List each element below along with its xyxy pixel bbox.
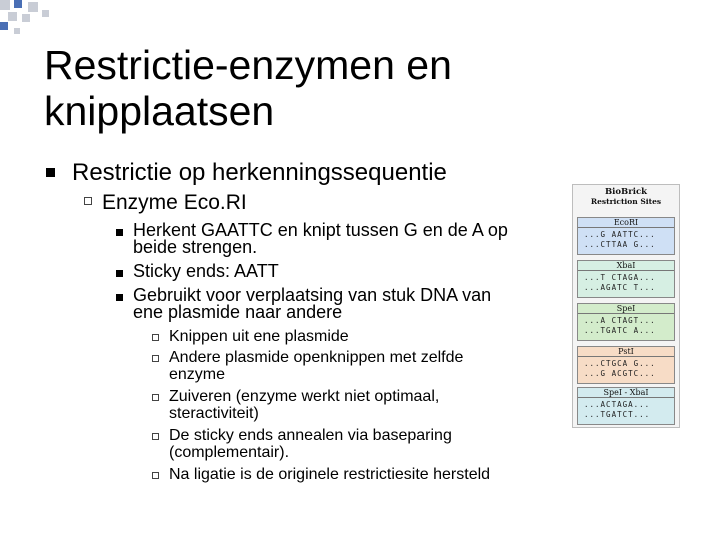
site-seq-top: ...CTGCA G... [584, 359, 656, 368]
site-seq-top: ...A CTAGT... [584, 316, 656, 325]
title-line-2: knipplaatsen [44, 88, 275, 134]
figure-title-line-2: Restriction Sites [590, 197, 662, 206]
site-spei [577, 303, 675, 341]
site-seq-bottom: ...G ACGTC... [584, 369, 656, 378]
level4-item-4-line2: (complementair). [169, 444, 290, 461]
corner-decoration [0, 0, 60, 40]
restriction-sites-figure [572, 184, 680, 428]
bullet-square-small-icon [116, 294, 123, 301]
site-psti [577, 346, 675, 384]
site-seq-bottom: ...CTTAA G... [584, 240, 656, 249]
level4-item-3-line2: steractiviteit) [169, 405, 259, 422]
bullet-square-small-icon [116, 229, 123, 236]
level4-item-1: Knippen uit ene plasmide [169, 328, 349, 345]
level4-item-3-line1: Zuiveren (enzyme werkt niet optimaal, [169, 388, 440, 405]
bullet-hollow-icon [152, 394, 159, 401]
site-name: PstI [578, 347, 674, 357]
level3-item-1-line2: beide strengen. [133, 237, 258, 257]
site-name: EcoRI [578, 218, 674, 228]
site-seq-top: ...T CTAGA... [584, 273, 656, 282]
site-ecori [577, 217, 675, 255]
bullet-hollow-icon [152, 355, 159, 362]
site-seq-top: ...ACTAGA... [584, 400, 651, 409]
site-seq-top: ...G AATTC... [584, 230, 656, 239]
level3-item-2: Sticky ends: AATT [133, 261, 279, 281]
level3-item-1-line1: Herkent GAATTC en knipt tussen G en de A op [133, 220, 508, 240]
site-spei-xbai [577, 387, 675, 425]
figure-title-line-1: BioBrick [604, 187, 648, 197]
level4-item-2-line2: enzyme [169, 366, 226, 383]
site-seq-bottom: ...TGATC A... [584, 326, 656, 335]
level3-item-3-line1: Gebruikt voor verplaatsing van stuk DNA van [133, 285, 492, 305]
bullet-hollow-icon [84, 197, 92, 205]
level3-item-3-line2: ene plasmide naar andere [133, 302, 343, 322]
bullet-hollow-icon [152, 433, 159, 440]
level4-item-5: Na ligatie is de originele restrictiesite hersteld [169, 466, 491, 483]
level1-text: Restrictie op herkenningssequentie [72, 159, 447, 186]
bullet-hollow-icon [152, 334, 159, 341]
slide-title [44, 42, 604, 134]
level2-text: Enzyme Eco.RI [102, 191, 247, 214]
level4-item-4-line1: De sticky ends annealen via baseparing [169, 427, 452, 444]
site-name: SpeI - XbaI [578, 388, 674, 398]
bullet-square-icon [46, 168, 55, 177]
site-xbai [577, 260, 675, 298]
site-name: XbaI [578, 261, 674, 271]
level4-item-2-line1: Andere plasmide openknippen met zelfde [169, 349, 464, 366]
bullet-square-small-icon [116, 270, 123, 277]
title-line-1: Restrictie-enzymen en [44, 42, 452, 88]
site-name: SpeI [578, 304, 674, 314]
site-seq-bottom: ...TGATCT... [584, 410, 651, 419]
site-seq-bottom: ...AGATC T... [584, 283, 656, 292]
bullet-hollow-icon [152, 472, 159, 479]
